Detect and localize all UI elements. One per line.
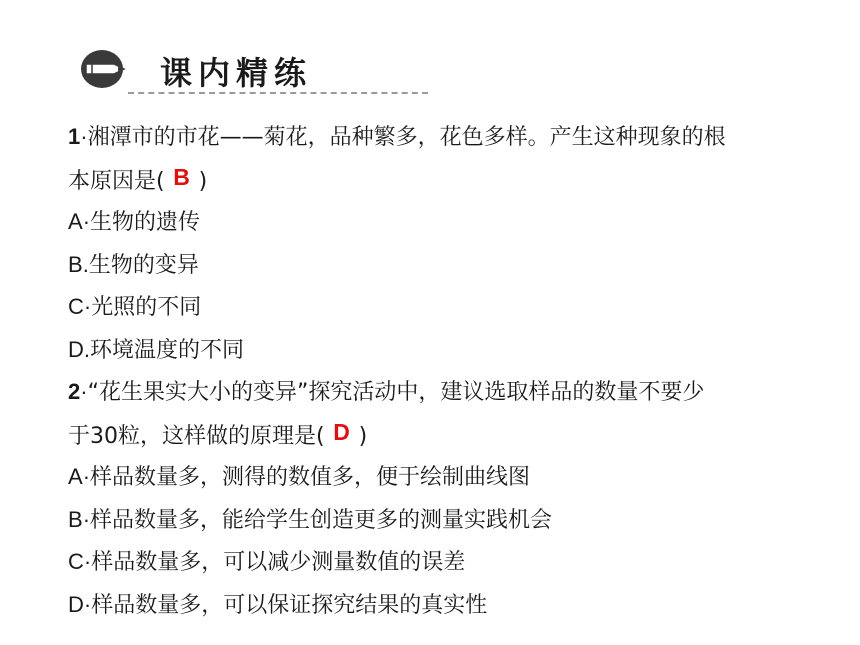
option-text: 样品数量多，测得的数值多，便于绘制曲线图: [90, 465, 531, 490]
question-2-close-paren: ): [358, 423, 368, 449]
option-sep: ·: [83, 294, 92, 319]
question-2-sep: ·: [80, 379, 88, 404]
option-letter: A: [68, 209, 83, 234]
option-sep: .: [83, 336, 91, 362]
question-1-text-line1: 湘潭市的市花——菊花，品种繁多，花色多样。产生这种现象的根: [87, 125, 726, 150]
option-letter: A: [68, 464, 83, 489]
question-1-answer: B: [173, 163, 190, 190]
question-1-stem-line2: [68, 159, 808, 202]
question-2-number: 2: [68, 379, 81, 404]
question-1-sep: ·: [80, 124, 88, 149]
option-sep: .: [82, 251, 89, 277]
header-divider: [128, 92, 428, 94]
question-1-option-d: [68, 329, 808, 372]
option-letter: D: [68, 336, 84, 362]
question-1-option-a: [68, 201, 808, 244]
question-2-option-a: [68, 456, 808, 499]
question-1-option-c: [68, 286, 808, 329]
option-sep: ·: [82, 209, 91, 234]
option-sep: ·: [83, 591, 92, 617]
question-2-option-c: [68, 541, 808, 584]
option-sep: ·: [83, 549, 92, 574]
pencil-icon: [80, 48, 130, 90]
option-letter: B: [68, 506, 83, 532]
question-1-number: 1: [68, 124, 81, 149]
option-sep: ·: [82, 464, 91, 489]
question-2-stem-line1: [68, 371, 808, 414]
option-letter: C: [68, 294, 84, 319]
question-2-text-line1: “花生果实大小的变异”探究活动中，建议选取样品的数量不要少: [87, 380, 705, 405]
option-text: 样品数量多，能给学生创造更多的测量实践机会: [90, 507, 553, 533]
question-1-close-paren: ): [198, 168, 208, 194]
option-text: 生物的遗传: [90, 210, 201, 235]
question-2-text-line2: 于30粒，这样做的原理是(: [68, 423, 325, 449]
question-1-option-b: [68, 244, 808, 287]
question-list: [68, 116, 808, 626]
question-2-answer: D: [333, 418, 350, 445]
section-title: 课内精练: [160, 54, 313, 92]
option-text: 样品数量多，可以保证探究结果的真实性: [91, 592, 488, 618]
question-1-stem-line1: [68, 116, 808, 159]
option-text: 生物的变异: [88, 252, 199, 278]
question-2-stem-line2: [68, 414, 808, 457]
option-letter: B: [68, 251, 83, 277]
option-letter: D: [68, 591, 84, 617]
question-2-option-d: [68, 584, 808, 627]
option-text: 样品数量多，可以减少测量数值的误差: [91, 550, 466, 575]
section-header: [80, 40, 440, 100]
question-1-text-line2: 本原因是(: [68, 168, 165, 194]
option-text: 光照的不同: [91, 295, 202, 320]
option-sep: ·: [82, 506, 91, 532]
question-2-option-b: [68, 499, 808, 542]
option-text: 环境温度的不同: [90, 337, 245, 363]
option-letter: C: [68, 549, 84, 574]
